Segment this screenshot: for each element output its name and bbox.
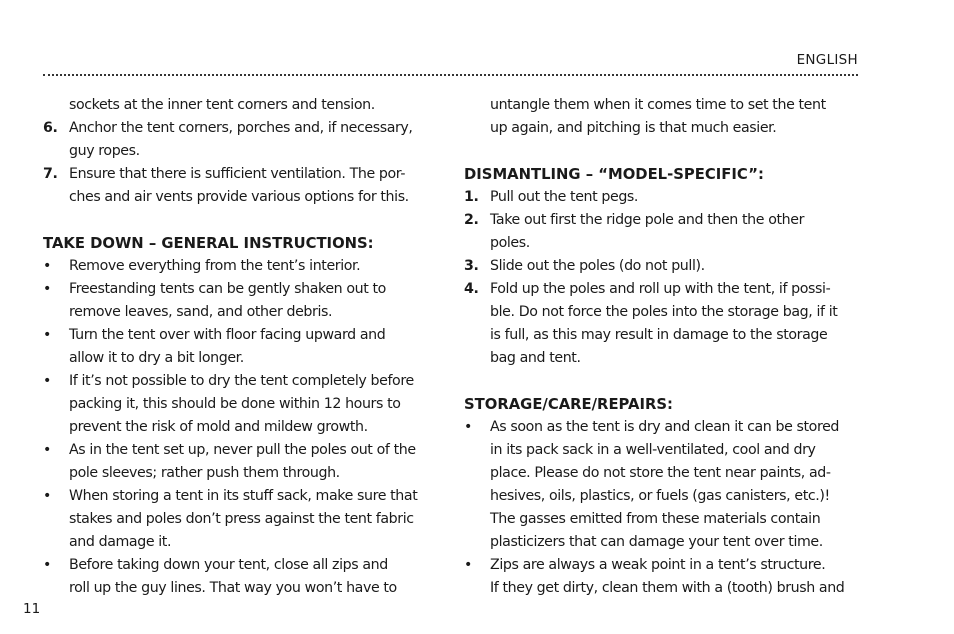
- list-item: [43, 255, 435, 278]
- text-line: If it’s not possible to dry the tent completely before: [69, 373, 414, 389]
- spacer: [464, 140, 859, 163]
- bullet: •: [43, 442, 51, 458]
- text-line: Turn the tent over with floor facing upward and: [69, 327, 386, 343]
- text-line: stakes and poles don’t press against the tent fabric: [69, 511, 414, 527]
- step-6: [43, 117, 435, 163]
- text-line: untangle them when it comes time to set the tent: [490, 97, 826, 113]
- text-line: guy ropes.: [69, 143, 140, 159]
- text-line: Take out first the ridge pole and then the other: [490, 212, 804, 228]
- text-line: and damage it.: [69, 534, 172, 550]
- text-line: As in the tent set up, never pull the poles out of the: [69, 442, 416, 458]
- text-line: up again, and pitching is that much easier.: [490, 120, 777, 136]
- bullet: •: [43, 488, 51, 504]
- page-number: 11: [23, 601, 41, 617]
- text-line: If they get dirty, clean them with a (tooth) brush and: [490, 580, 845, 596]
- text-line: pole sleeves; rather push them through.: [69, 465, 340, 481]
- bullet: •: [43, 281, 51, 297]
- step-number: 4.: [464, 281, 479, 297]
- take-down-heading: TAKE DOWN – GENERAL INSTRUCTIONS:: [43, 235, 374, 252]
- text-line: When storing a tent in its stuff sack, make sure that: [69, 488, 418, 504]
- bullet: •: [464, 557, 472, 573]
- left-column: [43, 94, 435, 600]
- text-line: place. Please do not store the tent near paints, ad-: [490, 465, 831, 481]
- list-item: [43, 439, 435, 485]
- step-number: 2.: [464, 212, 479, 228]
- list-item: [43, 370, 435, 439]
- storage-heading: STORAGE/CARE/REPAIRS:: [464, 396, 673, 413]
- text-line: Pull out the tent pegs.: [490, 189, 639, 205]
- step-4: [464, 278, 859, 370]
- text-line: Anchor the tent corners, porches and, if necessary,: [69, 120, 413, 136]
- continued-bullet: [464, 94, 859, 140]
- text-line: ble. Do not force the poles into the storage bag, if it: [490, 304, 838, 320]
- text-line: prevent the risk of mold and mildew growth.: [69, 419, 368, 435]
- text-line: Ensure that there is sufficient ventilation. The por-: [69, 166, 406, 182]
- text-line: The gasses emitted from these materials contain: [490, 511, 821, 527]
- text-line: As soon as the tent is dry and clean it can be stored: [490, 419, 840, 435]
- text-line: poles.: [490, 235, 530, 251]
- text-line: in its pack sack in a well-ventilated, cool and dry: [490, 442, 816, 458]
- step-1: [464, 186, 859, 209]
- text-line: remove leaves, sand, and other debris.: [69, 304, 333, 320]
- right-column: [464, 94, 859, 600]
- continued-step: [43, 94, 435, 117]
- text-line: Freestanding tents can be gently shaken out to: [69, 281, 386, 297]
- text-line: roll up the guy lines. That way you won’t have to: [69, 580, 397, 596]
- step-number: 6.: [43, 120, 58, 136]
- text-line: Remove everything from the tent’s interior.: [69, 258, 361, 274]
- step-number: 7.: [43, 166, 58, 182]
- step-3: [464, 255, 859, 278]
- list-item: [464, 416, 859, 554]
- list-item: [464, 554, 859, 600]
- dismantling-heading: DISMANTLING – “MODEL-SPECIFIC”:: [464, 166, 764, 183]
- step-number: 3.: [464, 258, 479, 274]
- text-line: Before taking down your tent, close all zips and: [69, 557, 388, 573]
- step-7: [43, 163, 435, 209]
- text-line: Fold up the poles and roll up with the tent, if possi-: [490, 281, 831, 297]
- text-line: bag and tent.: [490, 350, 581, 366]
- spacer: [464, 370, 859, 393]
- language-label: ENGLISH: [796, 52, 858, 68]
- text-line: plasticizers that can damage your tent over time.: [490, 534, 823, 550]
- bullet: •: [43, 327, 51, 343]
- text-line: is full, as this may result in damage to the storage: [490, 327, 828, 343]
- text-line: Zips are always a weak point in a tent’s structure.: [490, 557, 826, 573]
- bullet: •: [43, 557, 51, 573]
- list-item: [43, 554, 435, 600]
- header-divider: [43, 74, 858, 76]
- step-number: 1.: [464, 189, 479, 205]
- spacer: [43, 209, 435, 232]
- list-item: [43, 485, 435, 554]
- bullet: •: [464, 419, 472, 435]
- list-item: [43, 324, 435, 370]
- text-line: ches and air vents provide various options for this.: [69, 189, 409, 205]
- bullet: •: [43, 258, 51, 274]
- list-item: [43, 278, 435, 324]
- text-line: packing it, this should be done within 12 hours to: [69, 396, 401, 412]
- step-2: [464, 209, 859, 255]
- text-line: hesives, oils, plastics, or fuels (gas canisters, etc.)!: [490, 488, 830, 504]
- text-line: Slide out the poles (do not pull).: [490, 258, 705, 274]
- text-line: sockets at the inner tent corners and tension.: [69, 97, 375, 113]
- text-line: allow it to dry a bit longer.: [69, 350, 244, 366]
- bullet: •: [43, 373, 51, 389]
